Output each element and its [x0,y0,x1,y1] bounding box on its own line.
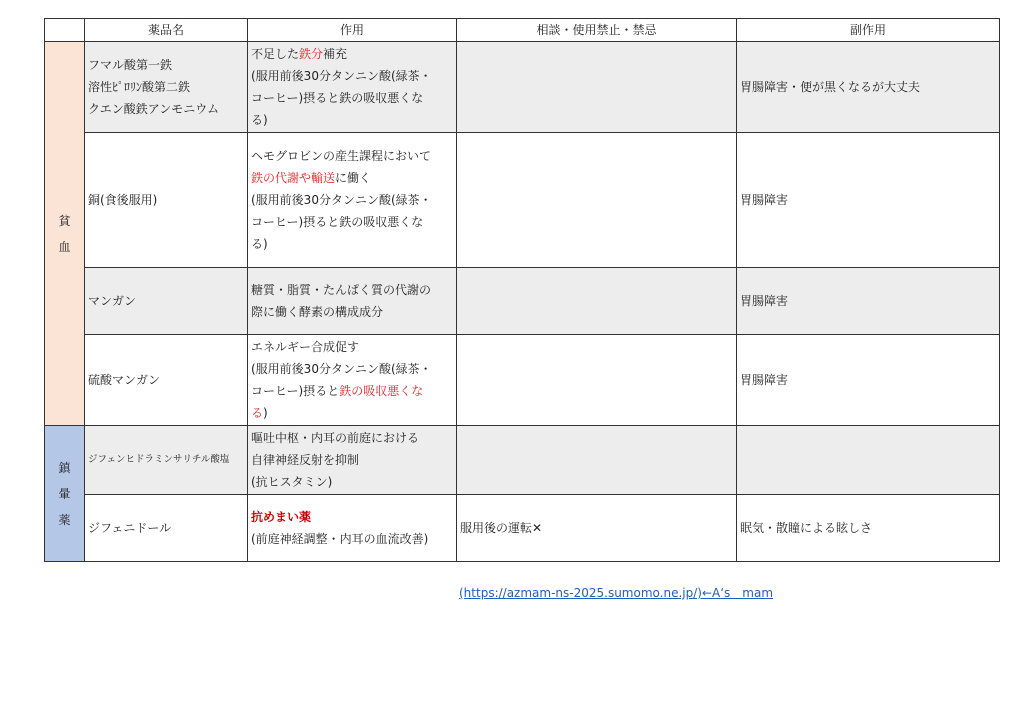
table-row [45,335,1000,426]
drug-name-cell: マンガン [85,268,248,335]
highlight-text: 鉄の吸収悪くな [339,384,424,398]
category-anemia: 貧 血 [45,42,85,426]
action-cell: 嘔吐中枢・内耳の前庭における 自律神経反射を抑制 (抗ヒスタミン) [248,426,457,495]
side-effect-cell: 胃腸障害 [737,335,1000,426]
highlight-text: 鉄の代謝や輸送 [251,171,336,185]
caution-cell [457,42,737,133]
drug-name-cell: 銅(食後服用) [85,133,248,268]
table-row [45,268,1000,335]
highlight-text: 抗めまい薬 [251,510,312,524]
header-caution: 相談・使用禁止・禁忌 [457,19,737,42]
header-drug-name: 薬品名 [85,19,248,42]
side-effect-cell: 胃腸障害・便が黒くなるが大丈夫 [737,42,1000,133]
table-row [45,133,1000,268]
header-row [45,19,1000,42]
caution-cell: 服用後の運転✕ [457,495,737,562]
highlight-text: る [251,406,264,420]
caution-cell [457,426,737,495]
header-blank [45,19,85,42]
caution-cell [457,268,737,335]
header-side-effect: 副作用 [737,19,1000,42]
highlight-text: 鉄分 [299,47,324,61]
table-row [45,495,1000,562]
action-cell: ヘモグロビンの産生課程において 鉄の代謝や輸送に働く (服用前後30分タンニン酸(緑茶・ コーヒー)摂ると鉄の吸収悪くな る) [248,133,457,268]
action-cell: エネルギー合成促す (服用前後30分タンニン酸(緑茶・ コーヒー)摂ると鉄の吸収悪くな る) [248,335,457,426]
header-action: 作用 [248,19,457,42]
drug-name-line: フマル酸第一鉄 [88,58,173,72]
action-cell: 不足した鉄分補充 (服用前後30分タンニン酸(緑茶・ コーヒー)摂ると鉄の吸収悪くな る) [248,42,457,133]
category-motion-sickness: 鎮 暈 薬 [45,426,85,562]
side-effect-cell [737,426,1000,495]
drug-name-cell: 硫酸マンガン [85,335,248,426]
side-effect-cell: 胃腸障害 [737,133,1000,268]
caution-cell [457,133,737,268]
drug-table [44,18,1000,562]
caution-cell [457,335,737,426]
table-row [45,426,1000,495]
drug-name-cell: ジフェニドール [85,495,248,562]
action-cell: 抗めまい薬 (前庭神経調整・内耳の血流改善) [248,495,457,562]
drug-name-line: 溶性ﾋﾟﾛﾘﾝ酸第二鉄 [88,80,191,94]
source-link[interactable]: (https://azmam-ns-2025.sumomo.ne.jp/)←A‘s mam [459,586,774,600]
drug-name-cell: ジフェンヒドラミンサリチル酸塩 [85,426,248,495]
action-cell: 糖質・脂質・たんぱく質の代謝の 際に働く酵素の構成成分 [248,268,457,335]
side-effect-cell: 眠気・散瞳による眩しさ [737,495,1000,562]
drug-name-cell [85,42,248,133]
drug-name-line: クエン酸鉄アンモニウム [88,102,220,116]
side-effect-cell: 胃腸障害 [737,268,1000,335]
table-row [45,42,1000,133]
